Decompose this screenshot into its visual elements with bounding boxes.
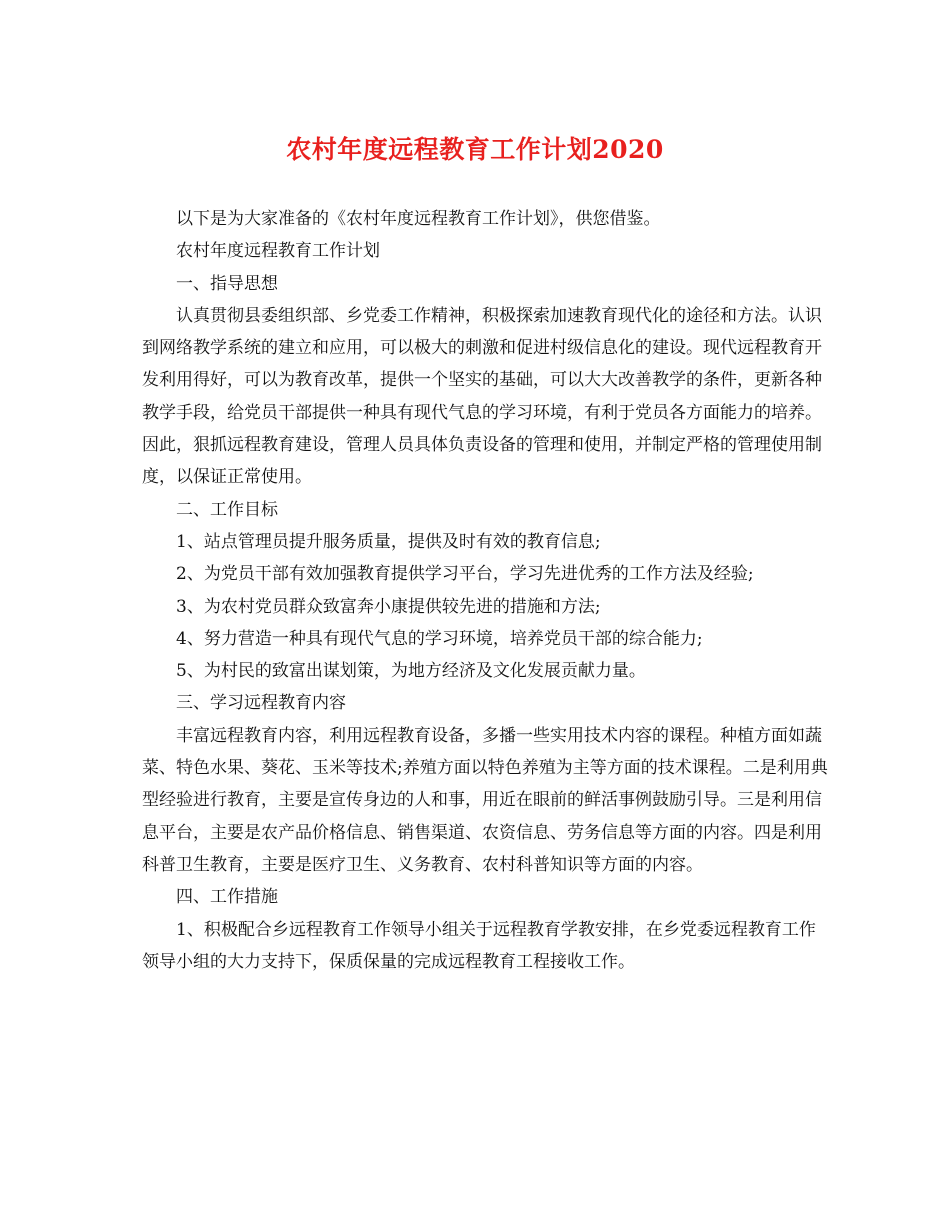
goal-item-3: 3、为农村党员群众致富奔小康提供较先进的措施和方法; (176, 596, 601, 617)
document-title: 农村年度远程教育工作计划2020 (286, 135, 664, 164)
guiding-ideology-paragraph: 认真贯彻县委组织部、乡党委工作精神，积极探索加速教育现代化的途径和方法。认识到网络教学系统的建立和应用，可以极大的刺激和促进村级信息化的建设。现代远程教育开发利用得好，可以为教育改革，提供一个坚实的基础，可以大大改善教学的条件，更新各种教学手段，给党员干部提供一种具有现代气息的学习环境，有利于党员各方面能力的培养。因此，狠抓远程教育建设，管理人员具体负责设备的管理和使用，并制定严格的管理使用制度，以保证正常使用。 (142, 305, 822, 488)
subtitle-paragraph: 农村年度远程教育工作计划 (176, 241, 380, 262)
section-heading-learning-content: 三、学习远程教育内容 (176, 693, 346, 714)
document-body (142, 203, 832, 978)
section-heading-guiding-ideology: 一、指导思想 (176, 273, 278, 294)
intro-paragraph: 以下是为大家准备的《农村年度远程教育工作计划》，供您借鉴。 (176, 209, 661, 229)
goal-item-5: 5、为村民的致富出谋划策，为地方经济及文化发展贡献力量。 (176, 661, 646, 682)
section-heading-work-goals: 二、工作目标 (176, 499, 278, 520)
goal-item-2: 2、为党员干部有效加强教育提供学习平台，学习先进优秀的工作方法及经验; (176, 564, 754, 585)
section-heading-work-measures: 四、工作措施 (176, 887, 278, 908)
goal-item-1: 1、站点管理员提升服务质量，提供及时有效的教育信息; (176, 531, 601, 552)
measure-item-1: 1、积极配合乡远程教育工作领导小组关于远程教育学教安排，在乡党委远程教育工作领导小组的大力支持下，保质保量的完成远程教育工程接收工作。 (142, 919, 816, 972)
goal-item-4: 4、努力营造一种具有现代气息的学习环境，培养党员干部的综合能力; (176, 628, 703, 649)
learning-content-paragraph: 丰富远程教育内容，利用远程教育设备，多播一些实用技术内容的课程。种植方面如蔬菜、特色水果、葵花、玉米等技术;养殖方面以特色养殖为主等方面的技术课程。二是利用典型经验进行教育，主要是宣传身边的人和事，用近在眼前的鲜活事例鼓励引导。三是利用信息平台，主要是农产品价格信息、销售渠道、农资信息、劳务信息等方面的内容。四是利用科普卫生教育，主要是医疗卫生、义务教育、农村科普知识等方面的内容。 (142, 725, 828, 875)
